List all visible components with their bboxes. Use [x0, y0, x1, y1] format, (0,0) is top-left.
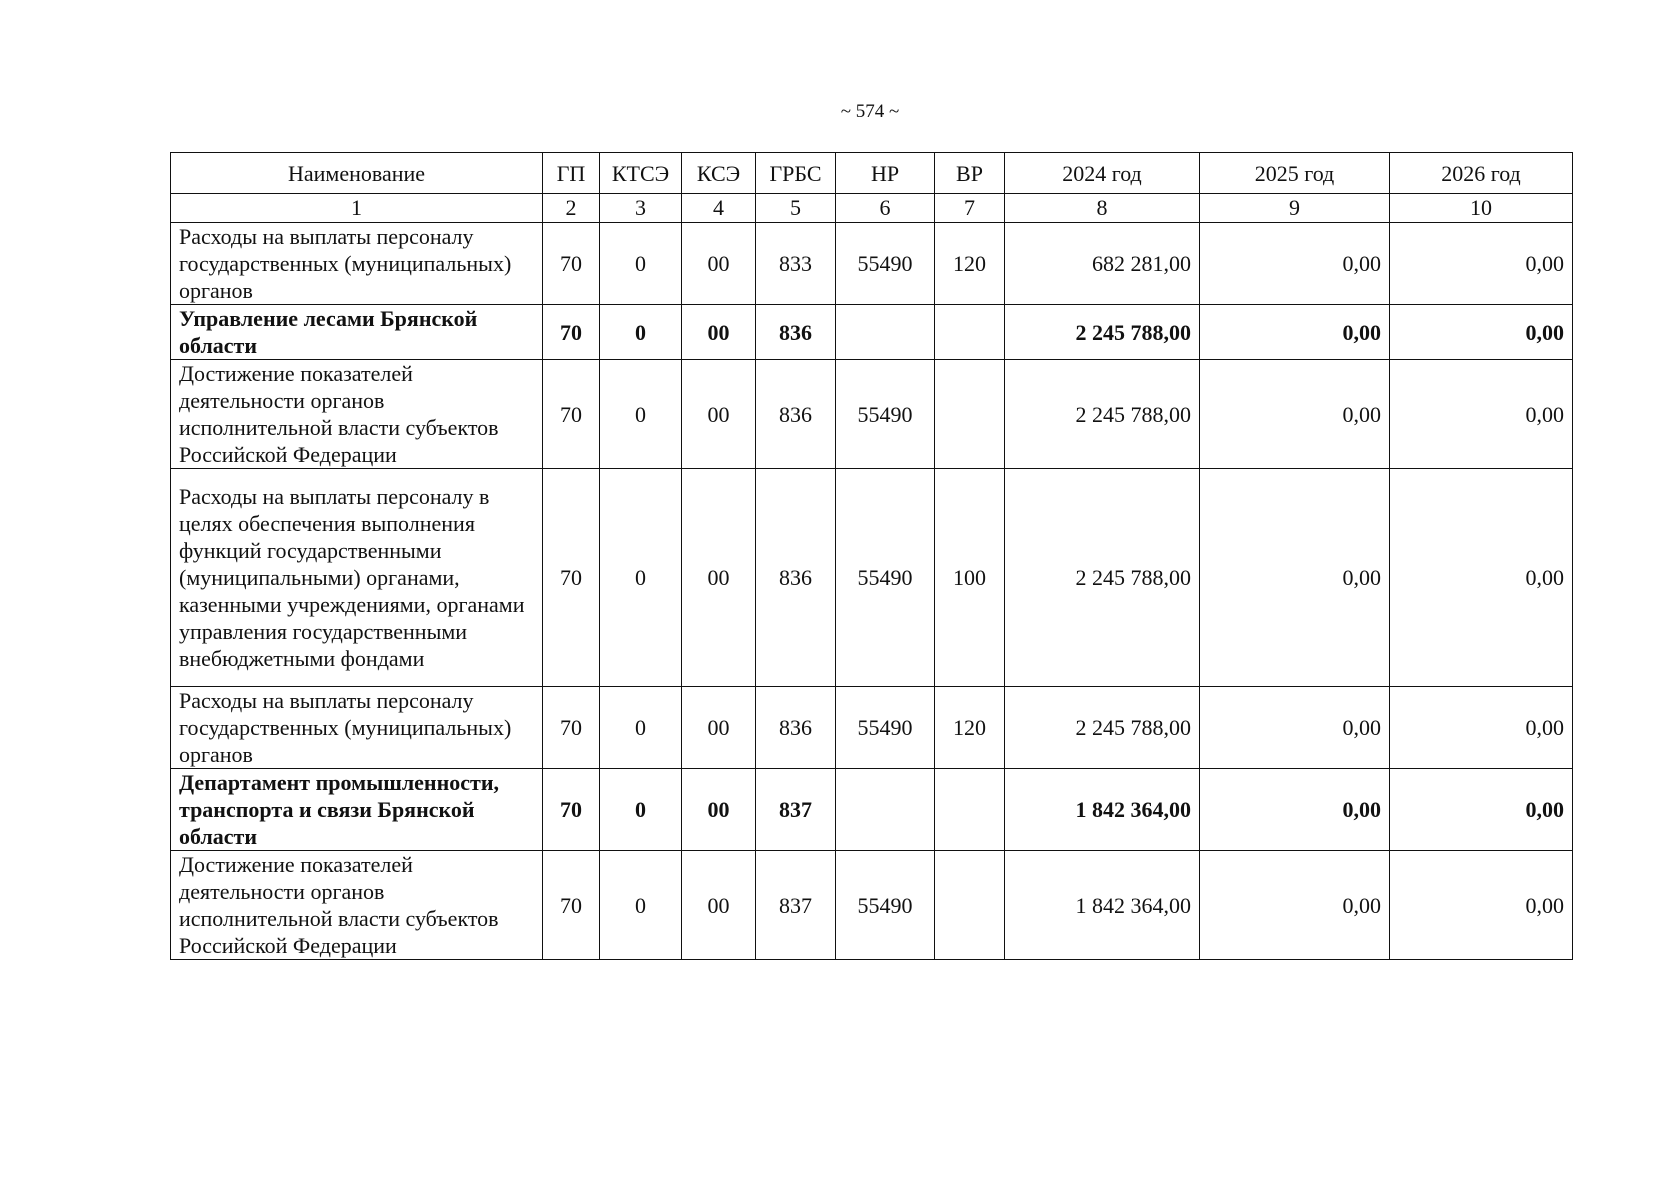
column-number-cell: 3: [600, 194, 682, 223]
column-number-cell: 9: [1200, 194, 1390, 223]
gp-cell: 70: [543, 769, 600, 851]
ktse-cell: 0: [600, 360, 682, 469]
gp-cell: 70: [543, 223, 600, 305]
gp-cell: 70: [543, 469, 600, 687]
kse-cell: 00: [682, 360, 756, 469]
table-row: [171, 851, 1573, 960]
grbs-cell: 836: [756, 305, 836, 360]
header-cell-2024: 2024 год: [1005, 153, 1200, 194]
vr-cell: 120: [935, 223, 1005, 305]
amount-2026-cell: 0,00: [1390, 360, 1573, 469]
amount-2026-cell: 0,00: [1390, 851, 1573, 960]
header-cell-name: Наименование: [171, 153, 543, 194]
ktse-cell: 0: [600, 223, 682, 305]
column-number-cell: 8: [1005, 194, 1200, 223]
amount-2026-cell: 0,00: [1390, 223, 1573, 305]
header-cell-nr: НР: [836, 153, 935, 194]
kse-cell: 00: [682, 769, 756, 851]
table-row-section: [171, 305, 1573, 360]
table-row-section: [171, 769, 1573, 851]
amount-2025-cell: 0,00: [1200, 769, 1390, 851]
amount-2024-cell: 1 842 364,00: [1005, 769, 1200, 851]
row-name-cell: Департамент промышленности, транспорта и связи Брянской области: [171, 769, 543, 851]
grbs-cell: 837: [756, 769, 836, 851]
row-name-cell: Достижение показателей деятельности органов исполнительной власти субъектов Российской Федерации: [171, 360, 543, 469]
ktse-cell: 0: [600, 769, 682, 851]
gp-cell: 70: [543, 305, 600, 360]
grbs-cell: 836: [756, 687, 836, 769]
grbs-cell: 833: [756, 223, 836, 305]
nr-cell: [836, 305, 935, 360]
gp-cell: 70: [543, 851, 600, 960]
table-row: [171, 469, 1573, 687]
table-row: [171, 687, 1573, 769]
amount-2024-cell: 682 281,00: [1005, 223, 1200, 305]
amount-2025-cell: 0,00: [1200, 305, 1390, 360]
kse-cell: 00: [682, 469, 756, 687]
nr-cell: 55490: [836, 687, 935, 769]
kse-cell: 00: [682, 687, 756, 769]
header-cell-2026: 2026 год: [1390, 153, 1573, 194]
amount-2025-cell: 0,00: [1200, 223, 1390, 305]
grbs-cell: 837: [756, 851, 836, 960]
amount-2024-cell: 2 245 788,00: [1005, 687, 1200, 769]
row-name-cell: Расходы на выплаты персоналу государственных (муниципальных) органов: [171, 223, 543, 305]
vr-cell: [935, 305, 1005, 360]
column-number-cell: 7: [935, 194, 1005, 223]
header-row: [171, 153, 1573, 194]
header-cell-vr: ВР: [935, 153, 1005, 194]
amount-2024-cell: 1 842 364,00: [1005, 851, 1200, 960]
column-number-row: [171, 194, 1573, 223]
amount-2025-cell: 0,00: [1200, 360, 1390, 469]
vr-cell: [935, 360, 1005, 469]
kse-cell: 00: [682, 851, 756, 960]
row-name-cell: Достижение показателей деятельности органов исполнительной власти субъектов Российской Федерации: [171, 851, 543, 960]
column-number-cell: 10: [1390, 194, 1573, 223]
amount-2024-cell: 2 245 788,00: [1005, 360, 1200, 469]
budget-table: [170, 152, 1573, 960]
table-row: [171, 223, 1573, 305]
amount-2025-cell: 0,00: [1200, 469, 1390, 687]
nr-cell: 55490: [836, 360, 935, 469]
table-row: [171, 360, 1573, 469]
nr-cell: 55490: [836, 851, 935, 960]
kse-cell: 00: [682, 305, 756, 360]
amount-2026-cell: 0,00: [1390, 769, 1573, 851]
header-cell-gp: ГП: [543, 153, 600, 194]
amount-2025-cell: 0,00: [1200, 687, 1390, 769]
vr-cell: [935, 851, 1005, 960]
nr-cell: [836, 769, 935, 851]
grbs-cell: 836: [756, 360, 836, 469]
row-name-cell: Расходы на выплаты персоналу государственных (муниципальных) органов: [171, 687, 543, 769]
ktse-cell: 0: [600, 687, 682, 769]
gp-cell: 70: [543, 360, 600, 469]
amount-2024-cell: 2 245 788,00: [1005, 469, 1200, 687]
nr-cell: 55490: [836, 469, 935, 687]
amount-2024-cell: 2 245 788,00: [1005, 305, 1200, 360]
amount-2026-cell: 0,00: [1390, 305, 1573, 360]
vr-cell: 120: [935, 687, 1005, 769]
nr-cell: 55490: [836, 223, 935, 305]
header-cell-grbs: ГРБС: [756, 153, 836, 194]
column-number-cell: 5: [756, 194, 836, 223]
page-number: ~ 574 ~: [840, 101, 900, 122]
column-number-cell: 6: [836, 194, 935, 223]
amount-2026-cell: 0,00: [1390, 469, 1573, 687]
header-cell-kse: КСЭ: [682, 153, 756, 194]
kse-cell: 00: [682, 223, 756, 305]
vr-cell: 100: [935, 469, 1005, 687]
row-name-cell: Расходы на выплаты персоналу в целях обеспечения выполнения функций государственными (муниципальными) органами, казенными учреждениями, органами управления государственными внебюджетными фондами: [171, 469, 543, 687]
grbs-cell: 836: [756, 469, 836, 687]
gp-cell: 70: [543, 687, 600, 769]
row-name-cell: Управление лесами Брянской области: [171, 305, 543, 360]
ktse-cell: 0: [600, 851, 682, 960]
vr-cell: [935, 769, 1005, 851]
ktse-cell: 0: [600, 305, 682, 360]
amount-2025-cell: 0,00: [1200, 851, 1390, 960]
column-number-cell: 1: [171, 194, 543, 223]
column-number-cell: 4: [682, 194, 756, 223]
header-cell-ktse: КТСЭ: [600, 153, 682, 194]
header-cell-2025: 2025 год: [1200, 153, 1390, 194]
amount-2026-cell: 0,00: [1390, 687, 1573, 769]
column-number-cell: 2: [543, 194, 600, 223]
ktse-cell: 0: [600, 469, 682, 687]
